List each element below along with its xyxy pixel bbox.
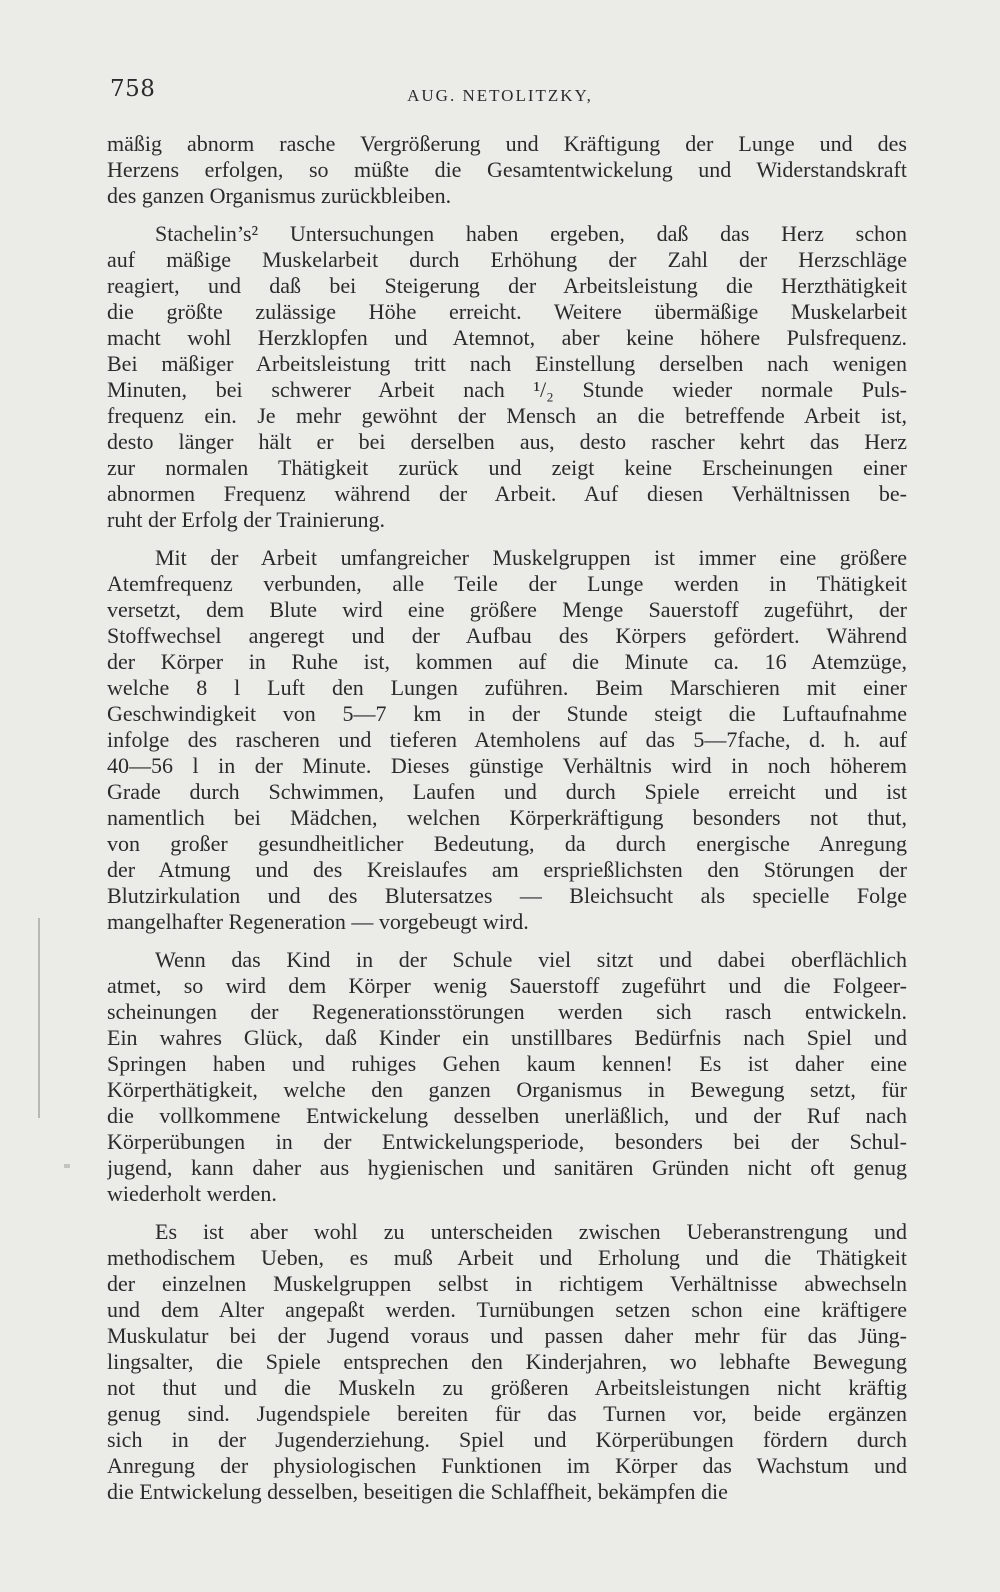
text-line: mangelhafter Regeneration — vorgebeugt wird. (107, 909, 529, 934)
text-line: infolge des rascheren und tieferen Atemholens auf das 5—7fache, d. h. auf (107, 727, 907, 752)
text-line: reagiert, und daß bei Steigerung der Arbeitsleistung die Herzthätigkeit (107, 273, 907, 298)
margin-pencil-mark (38, 918, 40, 1118)
paragraph-gap (107, 1207, 907, 1219)
text-line: Herzens erfolgen, so müßte die Gesamtentwickelung und Widerstandskraft (107, 157, 907, 182)
text-line: Blutzirkulation und des Blutersatzes — Bleichsucht als specielle Folge (107, 883, 907, 908)
text-line: auf mäßige Muskelarbeit durch Erhöhung der Zahl der Herzschläge (107, 247, 907, 272)
text-line: welche 8 l Luft den Lungen zuführen. Beim Marschieren mit einer (107, 675, 907, 700)
text-line: macht wohl Herzklopfen und Atemnot, aber keine höhere Pulsfrequenz. (107, 325, 907, 350)
text-line: Körperthätigkeit, welche den ganzen Organismus in Bewegung setzt, für (107, 1077, 907, 1102)
text-line: die vollkommene Entwickelung desselben unerläßlich, und der Ruf nach (107, 1103, 907, 1128)
paragraph-gap (107, 935, 907, 947)
text-line: zur normalen Thätigkeit zurück und zeigt keine Erscheinungen einer (107, 455, 907, 480)
paragraph (107, 545, 907, 935)
paragraph (107, 131, 907, 209)
paragraph-gap (107, 533, 907, 545)
text-line: Grade durch Schwimmen, Laufen und durch Spiele erreicht und ist (107, 779, 907, 804)
running-head: AUG. NETOLITZKY, (407, 86, 593, 105)
text-line: der einzelnen Muskelgruppen selbst in richtigem Verhältnisse abwechseln (107, 1271, 907, 1296)
text-line: mäßig abnorm rasche Vergrößerung und Kräftigung der Lunge und des (107, 131, 907, 156)
text-line: methodischem Ueben, es muß Arbeit und Erholung und die Thätigkeit (107, 1245, 907, 1270)
paragraph (107, 1219, 907, 1505)
text-line: die größte zulässige Höhe erreicht. Weitere übermäßige Muskelarbeit (107, 299, 907, 324)
text-line: jugend, kann daher aus hygienischen und sanitären Gründen nicht oft genug (107, 1155, 907, 1180)
body-text (107, 131, 907, 1505)
text-line: atmet, so wird dem Körper wenig Sauerstoff zugeführt und die Folgeer- (107, 973, 907, 998)
paragraph-gap (107, 209, 907, 221)
text-line: 40—56 l in der Minute. Dieses günstige Verhältnis wird in noch höherem (107, 753, 907, 778)
text-line: Atemfrequenz verbunden, alle Teile der Lunge werden in Thätigkeit (107, 571, 907, 596)
page-number: 758 (110, 76, 156, 102)
text-line: Muskulatur bei der Jugend voraus und passen daher mehr für das Jüng- (107, 1323, 907, 1348)
text-line: not thut und die Muskeln zu größeren Arbeitsleistungen nicht kräftig (107, 1375, 907, 1400)
text-line: Bei mäßiger Arbeitsleistung tritt nach Einstellung derselben nach wenigen (107, 351, 907, 376)
text-line: von großer gesundheitlicher Bedeutung, da durch energische Anregung (107, 831, 907, 856)
text-line: Körperübungen in der Entwickelungsperiode, besonders bei der Schul- (107, 1129, 907, 1154)
text-line: scheinungen der Regenerationsstörungen werden sich rasch entwickeln. (107, 999, 907, 1024)
text-line: ruht der Erfolg der Trainierung. (107, 507, 385, 532)
text-line: Springen haben und ruhiges Gehen kaum kennen! Es ist daher eine (107, 1051, 907, 1076)
text-line: sich in der Jugenderziehung. Spiel und Körperübungen fördern durch (107, 1427, 907, 1452)
text-line: Geschwindigkeit von 5—7 km in der Stunde steigt die Luftaufnahme (107, 701, 907, 726)
text-line: Stachelin’s² Untersuchungen haben ergeben, daß das Herz schon (155, 221, 907, 246)
text-line: die Entwickelung desselben, beseitigen die Schlaffheit, bekämpfen die (107, 1479, 728, 1504)
text-line: Mit der Arbeit umfangreicher Muskelgruppen ist immer eine größere (155, 545, 907, 570)
text-line: des ganzen Organismus zurückbleiben. (107, 183, 452, 208)
text-line: der Körper in Ruhe ist, kommen auf die Minute ca. 16 Atemzüge, (107, 649, 907, 674)
text-line: frequenz ein. Je mehr gewöhnt der Mensch an die betreffende Arbeit ist, (107, 403, 907, 428)
text-line: genug sind. Jugendspiele bereiten für das Turnen vor, beide ergänzen (107, 1401, 907, 1426)
text-line: Wenn das Kind in der Schule viel sitzt und dabei oberflächlich (155, 947, 907, 972)
text-line: und dem Alter angepaßt werden. Turnübungen setzen schon eine kräftigere (107, 1297, 907, 1322)
text-line: Minuten, bei schwerer Arbeit nach ¹/₂ Stunde wieder normale Puls- (107, 377, 907, 402)
text-line: desto länger hält er bei derselben aus, desto rascher kehrt das Herz (107, 429, 907, 454)
text-line: der Atmung und des Kreislaufes am ersprießlichsten den Störungen der (107, 857, 907, 882)
text-line: versetzt, dem Blute wird eine größere Menge Sauerstoff zugeführt, der (107, 597, 907, 622)
margin-smudge (64, 1164, 70, 1168)
text-line: abnormen Frequenz während der Arbeit. Auf diesen Verhältnissen be- (107, 481, 907, 506)
text-line: wiederholt werden. (107, 1181, 277, 1206)
text-line: namentlich bei Mädchen, welchen Körperkräftigung besonders not thut, (107, 805, 907, 830)
text-line: Anregung der physiologischen Funktionen im Körper das Wachstum und (107, 1453, 907, 1478)
text-line: Stoffwechsel angeregt und der Aufbau des Körpers gefördert. Während (107, 623, 907, 648)
text-line: lingsalter, die Spiele entsprechen den Kinderjahren, wo lebhafte Bewegung (107, 1349, 907, 1374)
text-line: Es ist aber wohl zu unterscheiden zwischen Ueberanstrengung und (155, 1219, 907, 1244)
paragraph (107, 221, 907, 533)
text-line: Ein wahres Glück, daß Kinder ein unstillbares Bedürfnis nach Spiel und (107, 1025, 907, 1050)
paragraph (107, 947, 907, 1207)
